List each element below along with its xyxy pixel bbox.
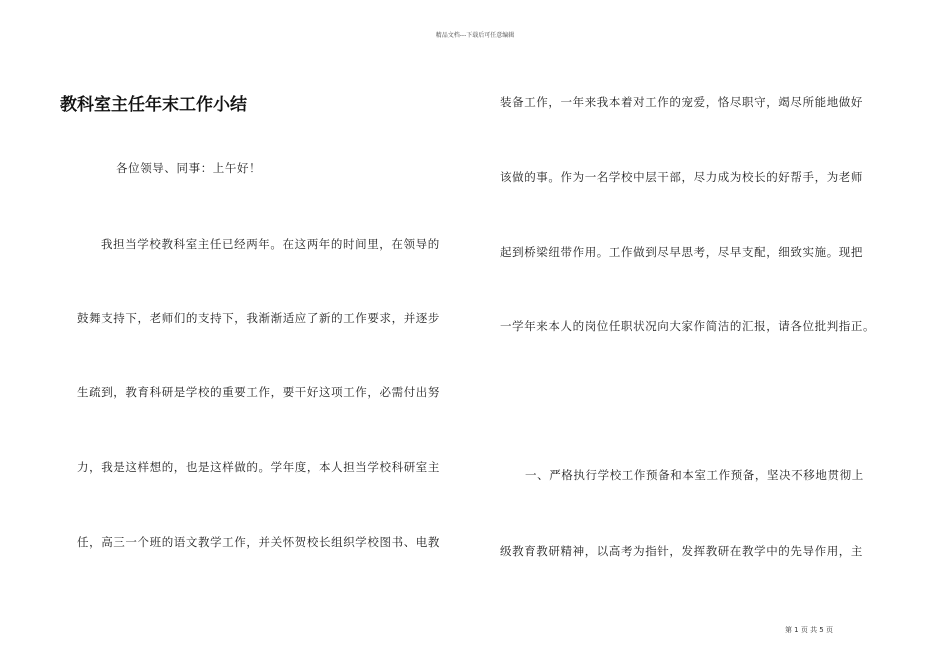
- body-line: 任，高三一个班的语文教学工作，并关怀贺校长组织学校图书、电教: [77, 535, 440, 549]
- body-line: 生疏到，教育科研是学校的重要工作，要干好这项工作，必需付出努: [77, 385, 440, 399]
- body-line: 力，我是这样想的，也是这样做的。学年度，本人担当学校科研室主: [77, 460, 440, 474]
- body-line: 装备工作，一年来我本着对工作的宠爱，恪尽职守，竭尽所能地做好: [500, 95, 863, 109]
- body-line: 一学年来本人的岗位任职状况向大家作简洁的汇报，请各位批判指正。: [500, 319, 876, 333]
- body-line: 起到桥梁纽带作用。工作做到尽早思考，尽早支配，细致实施。现把: [500, 245, 863, 259]
- body-line: 我担当学校教科室主任已经两年。在这两年的时间里，在领导的: [101, 237, 440, 251]
- page-number: 第 1 页 共 5 页: [784, 626, 833, 634]
- section-heading-line: 一、严格执行学校工作预备和本室工作预备，坚决不移地贯彻上: [525, 468, 864, 482]
- body-line: 级教育教研精神，以高考为指针，发挥教研在教学中的先导作用，主: [500, 544, 863, 558]
- greeting-line: 各位领导、同事：上午好！: [116, 161, 262, 175]
- body-line: 鼓舞支持下，老师们的支持下，我渐渐适应了新的工作要求，并逐步: [77, 311, 440, 325]
- body-line: 该做的事。作为一名学校中层干部，尽力成为校长的好帮手，为老师: [500, 170, 863, 184]
- page-header: 精品文档---下载后可任意编辑: [435, 32, 515, 39]
- document-title: 教科室主任年末工作小结: [60, 95, 247, 115]
